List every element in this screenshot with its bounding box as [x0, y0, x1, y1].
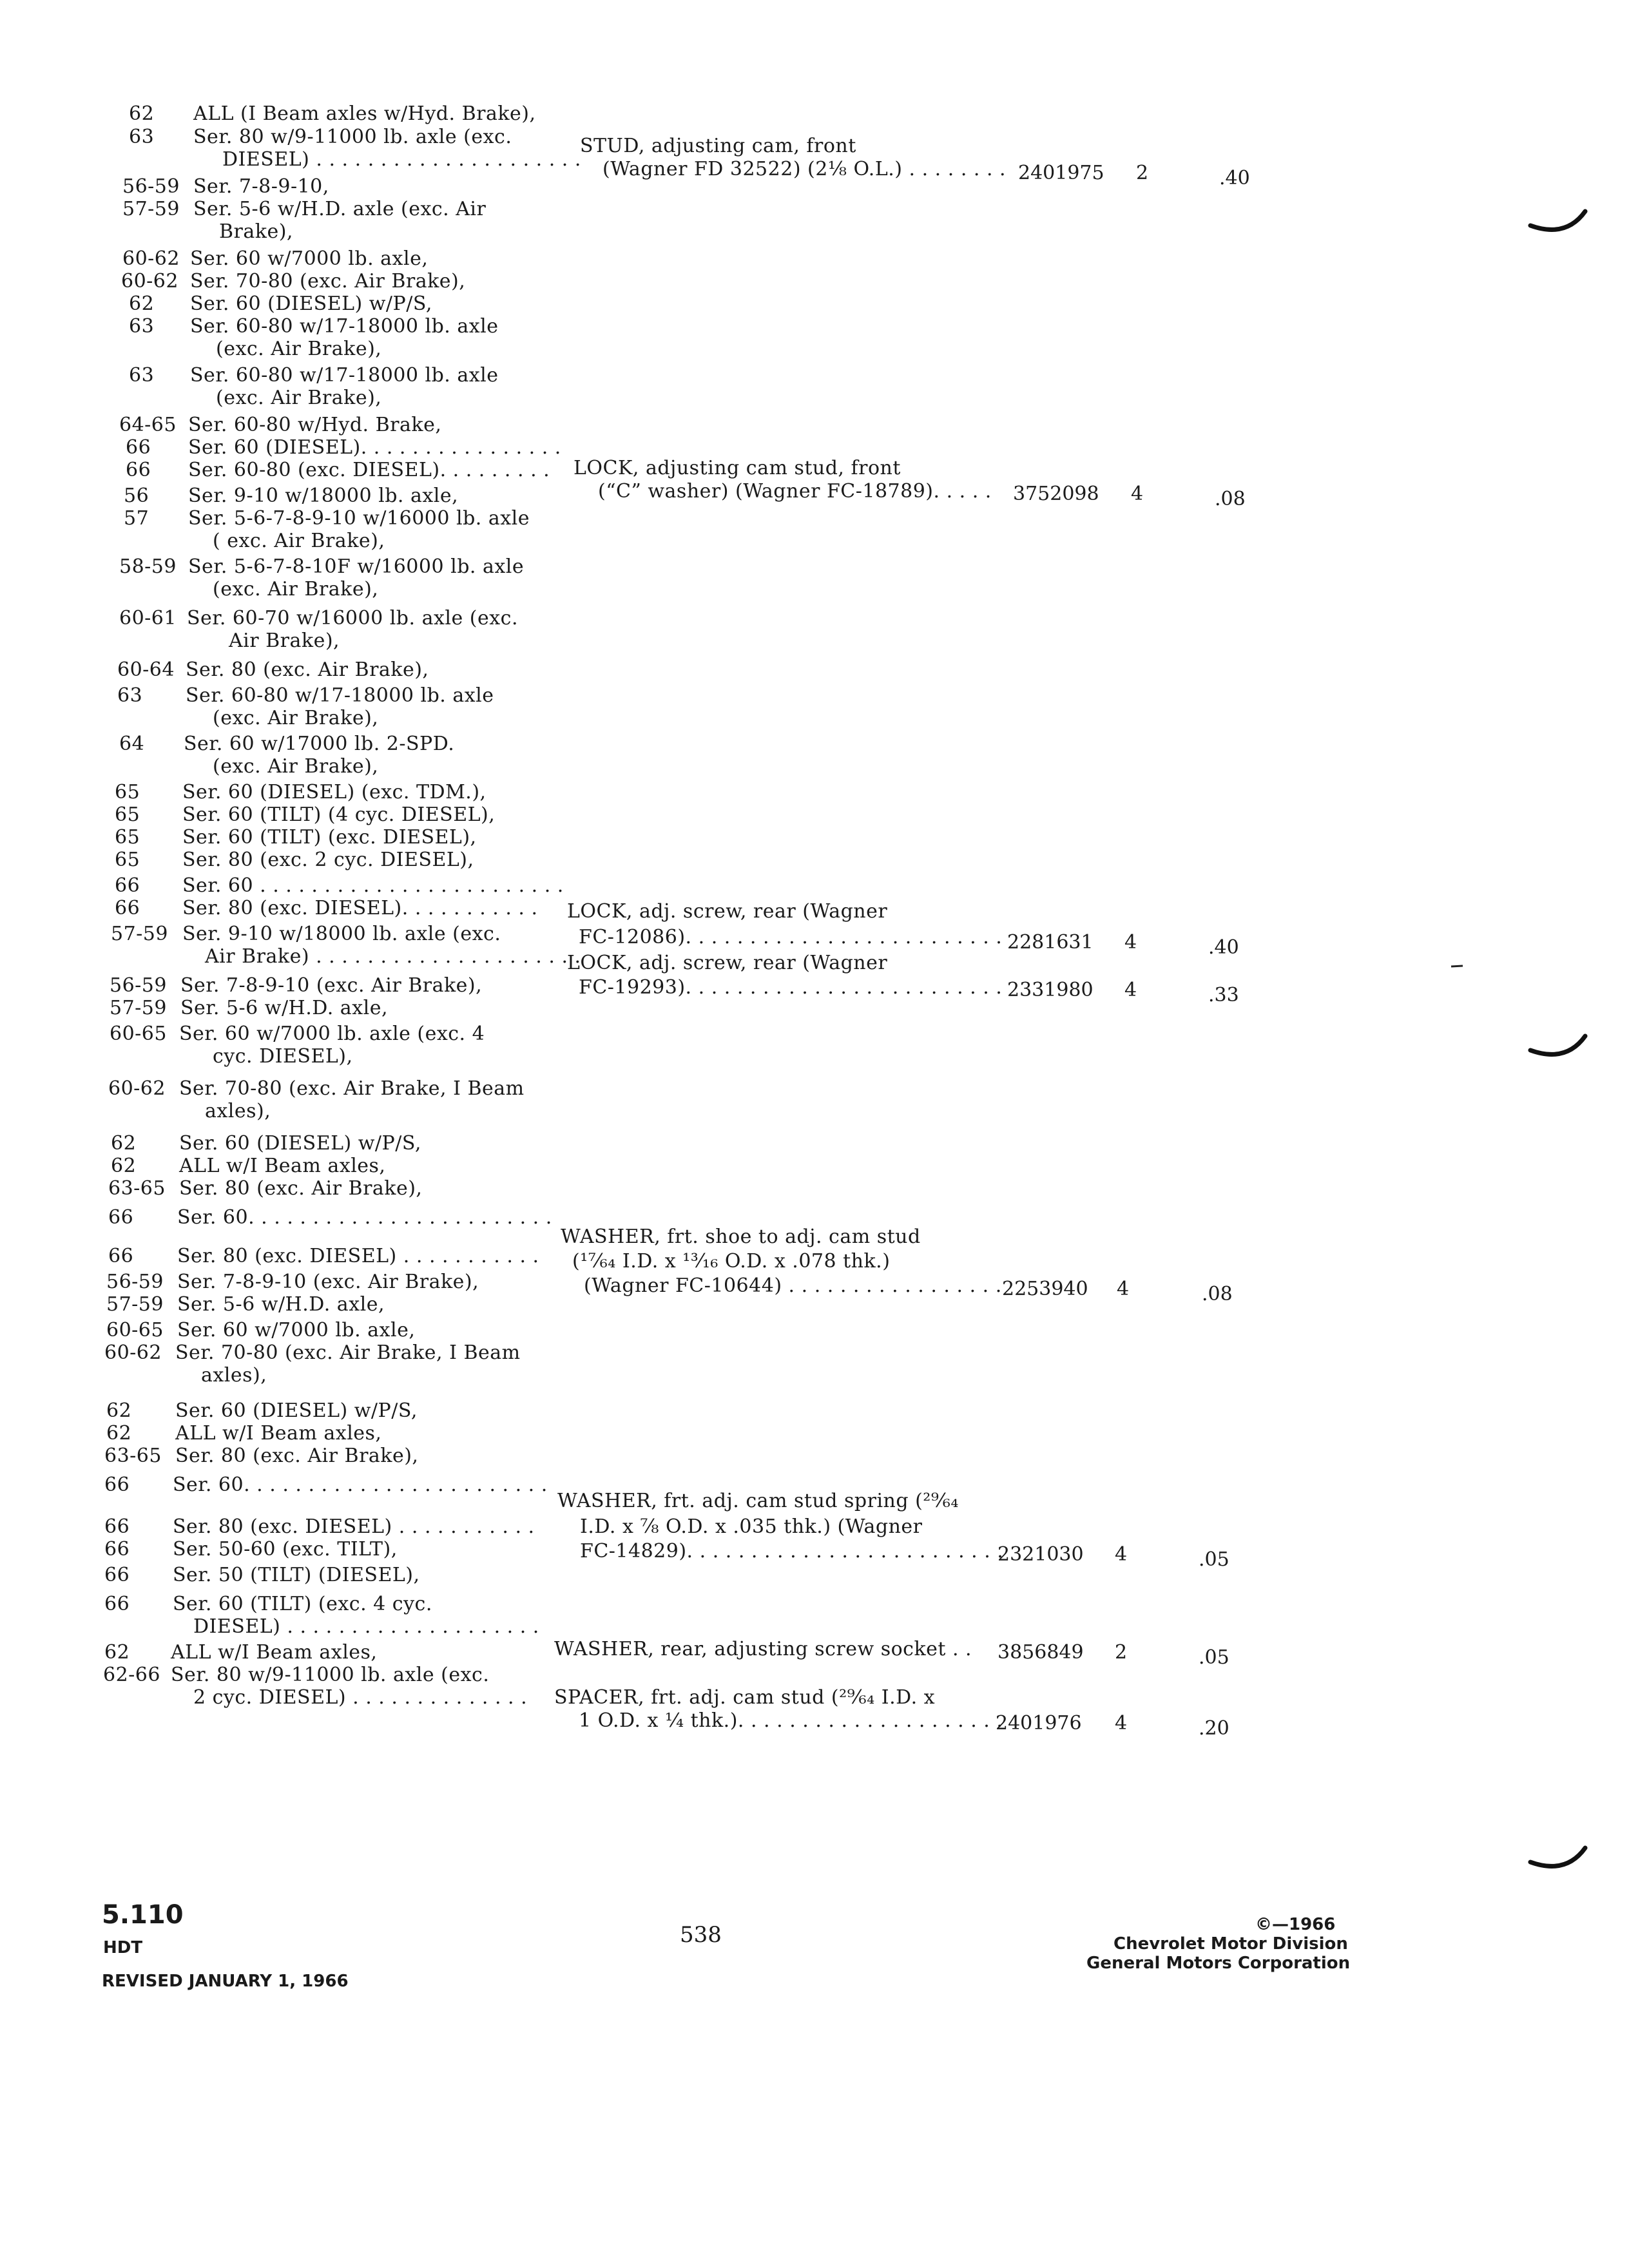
application-year: 65 — [115, 826, 140, 849]
page-number: 538 — [680, 1922, 722, 1948]
application-year: 56 — [124, 485, 149, 507]
application-text: Ser. 60-80 w/17-18000 lb. axle — [190, 315, 499, 338]
application-year: 66 — [104, 1474, 130, 1496]
application-text: Ser. 60. . . . . . . . . . . . . . . . . . . . . . . . — [177, 1206, 552, 1229]
quantity: 2 — [1115, 1641, 1128, 1664]
application-year: 66 — [126, 459, 151, 481]
application-year: 63-65 — [108, 1177, 166, 1200]
application-text: Ser. 60. . . . . . . . . . . . . . . . . . . . . . . . — [173, 1474, 548, 1496]
application-text: (exc. Air Brake), — [213, 755, 379, 778]
part-description: (¹⁷⁄₆₄ I.D. x ¹³⁄₁₆ O.D. x .078 thk.) — [572, 1250, 891, 1273]
application-text: Ser. 80 (exc. DIESEL). . . . . . . . . . . — [182, 897, 538, 919]
application-year: 63-65 — [104, 1445, 162, 1467]
application-text: Ser. 80 (exc. DIESEL) . . . . . . . . . . . — [173, 1515, 535, 1538]
application-year: 56-59 — [110, 974, 167, 997]
application-year: 66 — [126, 436, 151, 459]
application-year: 63 — [129, 364, 155, 387]
application-year: 63 — [117, 684, 143, 707]
application-year: 60-64 — [117, 658, 175, 681]
revised-date: REVISED JANUARY 1, 1966 — [102, 1972, 349, 1991]
application-year: 66 — [104, 1593, 130, 1615]
application-text: Ser. 5-6-7-8-10F w/16000 lb. axle — [188, 555, 525, 578]
application-text: Brake), — [219, 220, 293, 243]
application-text: Ser. 60 w/7000 lb. axle, — [190, 247, 429, 270]
application-year: 62 — [111, 1132, 137, 1155]
application-text: 2 cyc. DIESEL) . . . . . . . . . . . . . . — [193, 1686, 528, 1709]
application-year: 65 — [115, 803, 140, 826]
part-description: STUD, adjusting cam, front — [580, 135, 856, 157]
application-text: Ser. 60 (DIESEL) (exc. TDM.), — [182, 781, 487, 803]
application-year: 64 — [119, 733, 145, 755]
application-text: Ser. 60-80 (exc. DIESEL). . . . . . . . . — [188, 459, 550, 481]
application-year: 62-66 — [103, 1664, 160, 1686]
application-year: 62 — [129, 293, 155, 315]
application-text: cyc. DIESEL), — [213, 1045, 353, 1068]
quantity: 4 — [1117, 1278, 1130, 1300]
section-number: 5.110 — [102, 1900, 184, 1930]
application-year: 60-62 — [122, 247, 180, 270]
application-text: Ser. 50-60 (exc. TILT), — [173, 1538, 398, 1561]
application-text: Ser. 5-6 w/H.D. axle, — [180, 997, 388, 1019]
application-year: 66 — [115, 897, 140, 919]
application-text: Ser. 80 w/9-11000 lb. axle (exc. — [193, 126, 512, 148]
corporation-name: General Motors Corporation — [1086, 1954, 1351, 1973]
part-description: (“C” washer) (Wagner FC-18789). . . . . — [598, 480, 992, 503]
price: .40 — [1208, 936, 1239, 959]
application-year: 60-62 — [121, 270, 178, 293]
application-text: axles), — [205, 1100, 271, 1122]
part-number: 3752098 — [1013, 483, 1099, 505]
application-year: 66 — [115, 874, 140, 897]
application-text: Ser. 60 (TILT) (4 cyc. DIESEL), — [182, 803, 496, 826]
application-text: Ser. 60 (TILT) (exc. DIESEL), — [182, 826, 477, 849]
price: .08 — [1202, 1283, 1233, 1305]
part-description: (Wagner FD 32522) (2⅛ O.L.) . . . . . . . . — [602, 158, 1007, 180]
application-text: Ser. 60 (DIESEL) w/P/S, — [179, 1132, 421, 1155]
application-text: Ser. 9-10 w/18000 lb. axle (exc. — [182, 923, 501, 945]
copyright: ©—1966 — [1255, 1915, 1336, 1934]
application-text: Ser. 70-80 (exc. Air Brake, I Beam — [179, 1077, 525, 1100]
application-text: Ser. 60-70 w/16000 lb. axle (exc. — [187, 607, 518, 629]
application-year: 57-59 — [106, 1293, 164, 1316]
application-year: 60-62 — [108, 1077, 166, 1100]
application-year: 66 — [108, 1245, 134, 1267]
application-text: Ser. 50 (TILT) (DIESEL), — [173, 1564, 420, 1586]
application-text: Ser. 7-8-9-10 (exc. Air Brake), — [180, 974, 483, 997]
application-year: 62 — [111, 1155, 137, 1177]
quantity: 2 — [1136, 162, 1149, 184]
application-text: Ser. 60 (TILT) (exc. 4 cyc. — [173, 1593, 432, 1615]
application-year: 57 — [124, 507, 149, 530]
application-year: 66 — [104, 1538, 130, 1561]
application-text: Ser. 80 w/9-11000 lb. axle (exc. — [171, 1664, 490, 1686]
scan-speck-icon — [1450, 963, 1469, 970]
application-text: Ser. 9-10 w/18000 lb. axle, — [188, 485, 459, 507]
application-year: 60-65 — [106, 1319, 164, 1341]
part-number: 2321030 — [998, 1543, 1084, 1566]
application-year: 63 — [129, 315, 155, 338]
application-text: Ser. 60 (DIESEL) w/P/S, — [175, 1399, 418, 1422]
price: .20 — [1199, 1717, 1229, 1740]
application-text: Ser. 60-80 w/17-18000 lb. axle — [186, 684, 494, 707]
division-name: Chevrolet Motor Division — [1113, 1934, 1348, 1954]
application-year: 56-59 — [122, 175, 180, 198]
part-description: LOCK, adj. screw, rear (Wagner — [567, 952, 888, 974]
application-text: ALL w/I Beam axles, — [179, 1155, 386, 1177]
application-text: Ser. 60 (DIESEL). . . . . . . . . . . . . . . . — [188, 436, 561, 459]
application-text: Ser. 60 w/7000 lb. axle, — [177, 1319, 416, 1341]
application-year: 60-65 — [110, 1023, 167, 1045]
application-year: 60-62 — [104, 1341, 162, 1364]
application-year: 62 — [106, 1399, 132, 1422]
application-text: Ser. 80 (exc. 2 cyc. DIESEL), — [182, 849, 474, 871]
application-text: Ser. 60-80 w/Hyd. Brake, — [188, 414, 442, 436]
part-description: FC-14829). . . . . . . . . . . . . . . . . . . . . . . . . — [580, 1540, 1004, 1562]
application-year: 66 — [108, 1206, 134, 1229]
part-description: WASHER, rear, adjusting screw socket . . — [554, 1638, 972, 1660]
application-year: 60-61 — [119, 607, 177, 629]
part-number: 2401976 — [996, 1712, 1082, 1735]
application-text: (exc. Air Brake), — [213, 707, 379, 729]
application-text: axles), — [201, 1364, 267, 1387]
part-number: 2253940 — [1002, 1278, 1088, 1300]
application-text: Ser. 60-80 w/17-18000 lb. axle — [190, 364, 499, 387]
part-description: FC-12086). . . . . . . . . . . . . . . . . . . . . . . . . — [579, 926, 1003, 948]
application-text: Air Brake), — [229, 629, 340, 652]
part-description: SPACER, frt. adj. cam stud (²⁹⁄₆₄ I.D. x — [554, 1686, 936, 1709]
part-description: FC-19293). . . . . . . . . . . . . . . . . . . . . . . . . — [579, 976, 1003, 999]
application-text: (exc. Air Brake), — [216, 338, 382, 360]
part-number: 3856849 — [998, 1641, 1084, 1664]
application-text: Ser. 60 (DIESEL) w/P/S, — [190, 293, 432, 315]
application-text: Air Brake) . . . . . . . . . . . . . . . . . . . . . — [205, 945, 581, 968]
binder-mark-icon — [1527, 1031, 1592, 1070]
part-number: 2401975 — [1018, 162, 1104, 184]
application-text: Ser. 60 w/7000 lb. axle (exc. 4 — [179, 1023, 485, 1045]
quantity: 4 — [1115, 1543, 1128, 1566]
part-description: 1 O.D. x ¼ thk.). . . . . . . . . . . . . . . . . . . . . — [579, 1709, 1003, 1732]
quantity: 4 — [1131, 483, 1144, 505]
application-year: 64-65 — [119, 414, 177, 436]
application-year: 66 — [104, 1564, 130, 1586]
application-text: Ser. 80 (exc. Air Brake), — [175, 1445, 419, 1467]
application-text: Ser. 5-6 w/H.D. axle, — [177, 1293, 385, 1316]
price: .08 — [1215, 488, 1246, 510]
application-year: 62 — [104, 1641, 130, 1664]
part-number: 2331980 — [1007, 979, 1094, 1001]
part-description: LOCK, adj. screw, rear (Wagner — [567, 900, 888, 923]
quantity: 4 — [1124, 931, 1137, 954]
application-text: Ser. 7-8-9-10 (exc. Air Brake), — [177, 1271, 479, 1293]
binder-mark-icon — [1527, 1843, 1592, 1881]
application-text: Ser. 80 (exc. DIESEL) . . . . . . . . . . . — [177, 1245, 539, 1267]
price: .33 — [1208, 984, 1239, 1006]
part-description: (Wagner FC-10644) . . . . . . . . . . . . . . . . . — [584, 1274, 1002, 1297]
application-year: 65 — [115, 849, 140, 871]
group-label: HDT — [103, 1938, 143, 1957]
application-text: Ser. 70-80 (exc. Air Brake), — [190, 270, 466, 293]
application-year: 66 — [104, 1515, 130, 1538]
application-year: 57-59 — [122, 198, 180, 220]
application-text: DIESEL) . . . . . . . . . . . . . . . . . . . . — [193, 1615, 539, 1638]
application-year: 57-59 — [111, 923, 168, 945]
application-text: ( exc. Air Brake), — [213, 530, 385, 552]
application-text: Ser. 60 w/17000 lb. 2-SPD. — [184, 733, 455, 755]
binder-mark-icon — [1527, 206, 1592, 245]
part-description: WASHER, frt. adj. cam stud spring (²⁹⁄₆₄ — [557, 1490, 959, 1512]
price: .05 — [1199, 1646, 1229, 1669]
application-year: 57-59 — [110, 997, 167, 1019]
application-text: ALL (I Beam axles w/Hyd. Brake), — [193, 102, 536, 125]
application-year: 58-59 — [119, 555, 177, 578]
application-text: Ser. 5-6-7-8-9-10 w/16000 lb. axle — [188, 507, 530, 530]
application-text: DIESEL) . . . . . . . . . . . . . . . . . . . . . — [222, 148, 581, 171]
application-text: ALL w/I Beam axles, — [171, 1641, 378, 1664]
price: .40 — [1219, 167, 1250, 189]
application-text: Ser. 7-8-9-10, — [193, 175, 329, 198]
application-text: Ser. 80 (exc. Air Brake), — [179, 1177, 423, 1200]
application-text: (exc. Air Brake), — [216, 387, 382, 409]
application-year: 63 — [129, 126, 155, 148]
application-text: Ser. 80 (exc. Air Brake), — [186, 658, 429, 681]
quantity: 4 — [1115, 1712, 1128, 1735]
application-text: Ser. 70-80 (exc. Air Brake, I Beam — [175, 1341, 521, 1364]
part-description: I.D. x ⅞ O.D. x .035 thk.) (Wagner — [580, 1515, 923, 1538]
application-text: ALL w/I Beam axles, — [175, 1422, 382, 1445]
application-year: 65 — [115, 781, 140, 803]
quantity: 4 — [1124, 979, 1137, 1001]
application-year: 62 — [129, 102, 155, 125]
application-year: 56-59 — [106, 1271, 164, 1293]
application-year: 62 — [106, 1422, 132, 1445]
part-number: 2281631 — [1007, 931, 1094, 954]
price: .05 — [1199, 1548, 1229, 1571]
application-text: (exc. Air Brake), — [213, 578, 379, 601]
application-text: Ser. 5-6 w/H.D. axle (exc. Air — [193, 198, 487, 220]
part-description: LOCK, adjusting cam stud, front — [574, 457, 901, 479]
application-text: Ser. 60 . . . . . . . . . . . . . . . . . . . . . . . . — [182, 874, 564, 897]
part-description: WASHER, frt. shoe to adj. cam stud — [561, 1225, 921, 1248]
